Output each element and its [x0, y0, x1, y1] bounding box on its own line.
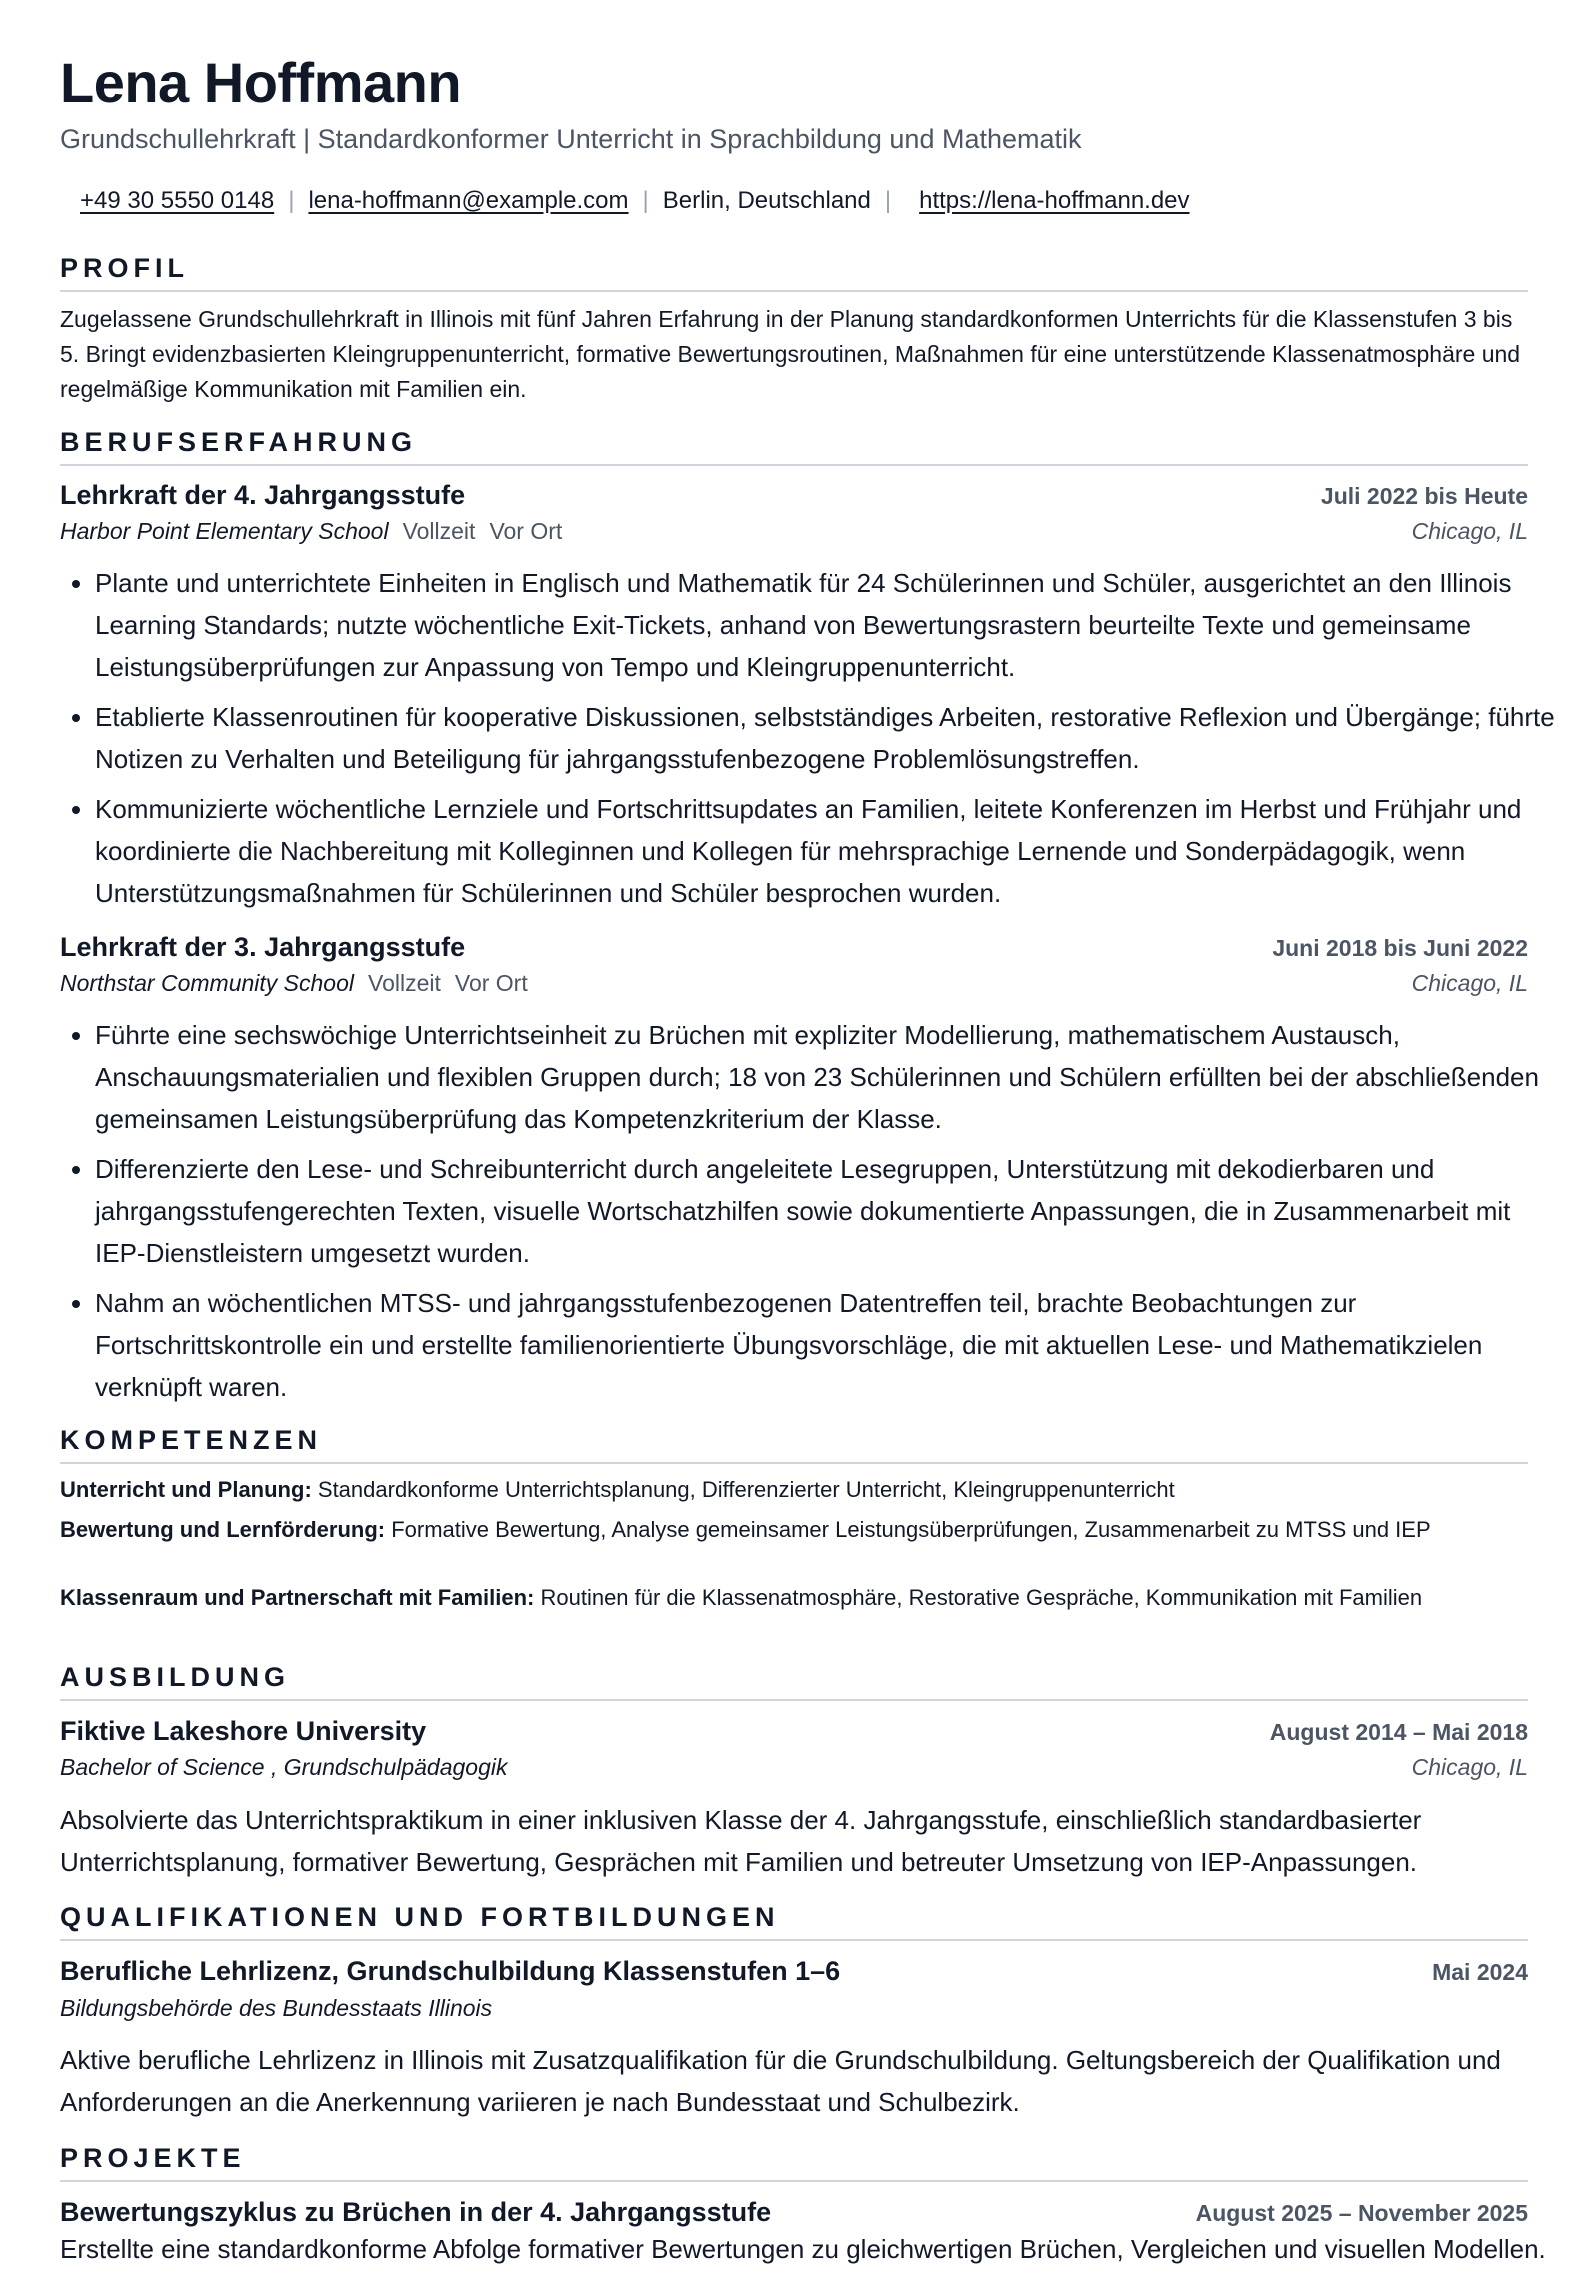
job-header [60, 932, 1528, 963]
list-item: • Etablierte Klassenroutinen für kooperative Diskussionen, selbstständiges Arbeiten, restorative Reflexion und Übergänge; führte Notizen zu Verhalten und Beteiligung für jahrgangsstufenbezogene Problemlösungstreffen. [95, 696, 1563, 780]
skill-label: Klassenraum und Partnerschaft mit Familien: [60, 1585, 535, 1610]
job-dates: Juli 2022 bis Heute [1320, 483, 1528, 509]
education-subheader [60, 1754, 1528, 1781]
list-item: • Differenzierte den Lese- und Schreibunterricht durch angeleitete Lesegruppen, Unterstützung mit dekodierbaren und jahrgangsstufengerechten Texten, visuelle Wortschatzhilfen sowie dokumentierte Anpassungen, die in Zusammenarbeit mit IEP-Dienstleistern umgesetzt wurden. [95, 1148, 1563, 1274]
project-dates: August 2025 – November 2025 [1195, 2200, 1528, 2226]
job-type: Vollzeit [368, 970, 441, 996]
education-text: Absolvierte das Unterrichtspraktikum in einer inklusiven Klasse der 4. Jahrgangsstufe, einschließlich standardbasierter Unterrichtsplanung, formativer Bewertung, Gesprächen mit Familien und betreuter Umsetzung von IEP-Anpassungen. [60, 1805, 1422, 1877]
job-location: Chicago, IL [1411, 518, 1528, 544]
profile-text: Zugelassene Grundschullehrkraft in Illinois mit fünf Jahren Erfahrung in der Planung standardkonformen Unterrichts für die Klassenstufen 3 bis 5. Bringt evidenzbasierten Kleingruppenunterricht, formative Bewertungsroutinen, Maßnahmen für eine unterstützende Klassenatmosphäre und regelmäßige Kommunikation mit Familien ein. [60, 306, 1521, 402]
qualification-date: Mai 2024 [1432, 1959, 1528, 1985]
project-text: Erstellte eine standardkonforme Abfolge formativer Bewertungen zu gleichwertigen Brüchen, Vergleichen und visuellen Modellen. [60, 2234, 1546, 2264]
section-title-projects: PROJEKTE [60, 2144, 1528, 2182]
job-title: Lehrkraft der 4. Jahrgangsstufe [60, 480, 466, 510]
section-title-profile: PROFIL [60, 254, 1528, 292]
qualification-header [60, 1956, 1528, 1987]
email-link[interactable]: lena-hoffmann@example.com [308, 187, 629, 214]
contact-separator: | [642, 187, 649, 214]
education-school: Fiktive Lakeshore University [60, 1716, 427, 1746]
skill-value: Standardkonforme Unterrichtsplanung, Differenzierter Unterricht, Kleingruppenunterricht [317, 1477, 1175, 1502]
education-dates: August 2014 – Mai 2018 [1269, 1719, 1528, 1745]
job-subheader [60, 518, 1528, 545]
skill-row [60, 1516, 1528, 1544]
section-title-skills: KOMPETENZEN [60, 1426, 1528, 1464]
skill-row [60, 1584, 1528, 1612]
list-item: • Nahm an wöchentlichen MTSS- und jahrgangsstufenbezogenen Datentreffen teil, brachte Beobachtungen zur Fortschrittskontrolle ein und erstellte familienorientierte Übungsvorschläge, die mit aktuellen Lese- und Mathematikzielen verknüpft waren. [95, 1282, 1563, 1408]
job-dates: Juni 2018 bis Juni 2022 [1272, 935, 1528, 961]
contact-separator: | [884, 187, 892, 214]
skill-value: Formative Bewertung, Analyse gemeinsamer Leistungsüberprüfungen, Zusammenarbeit zu MTSS und IEP [391, 1517, 1431, 1542]
contact-separator: | [288, 187, 295, 214]
qualification-name: Berufliche Lehrlizenz, Grundschulbildung Klassenstufen 1–6 [60, 1956, 841, 1986]
qualification-subheader [60, 1995, 1528, 2022]
project-name: Bewertungszyklus zu Brüchen in der 4. Jahrgangsstufe [60, 2197, 772, 2227]
skill-label: Bewertung und Lernförderung: [60, 1517, 386, 1542]
job-mode: Vor Ort [454, 970, 528, 996]
job-header [60, 480, 1528, 511]
qualification-text: Aktive berufliche Lehrlizenz in Illinois mit Zusatzqualifikation für die Grundschulbildung. Geltungsbereich der Qualifikation und Anforderungen an die Anerkennung variieren je nach Bundesstaat und Schulbezirk. [60, 2045, 1501, 2117]
section-title-qualifications: QUALIFIKATIONEN UND FORTBILDUNGEN [60, 1903, 1528, 1941]
candidate-name: Lena Hoffmann [60, 51, 462, 114]
education-header [60, 1716, 1528, 1747]
website-link[interactable]: https://lena-hoffmann.dev [919, 187, 1190, 214]
skill-value: Routinen für die Klassenatmosphäre, Restorative Gespräche, Kommunikation mit Familien [540, 1585, 1423, 1610]
list-item: • Kommunizierte wöchentliche Lernziele und Fortschrittsupdates an Familien, leitete Konferenzen im Herbst und Frühjahr und koordinierte die Nachbereitung mit Kolleginnen und Kollegen für mehrsprachige Lernende und Sonderpädagogik, wenn Unterstützungsmaßnahmen für Schülerinnen und Schüler besprochen wurden. [95, 788, 1563, 914]
section-title-experience: BERUFSERFAHRUNG [60, 428, 1528, 466]
section-title-education: AUSBILDUNG [60, 1663, 1528, 1701]
contact-line [80, 187, 1190, 215]
phone-link[interactable]: +49 30 5550 0148 [80, 187, 275, 214]
job-organization: Harbor Point Elementary School [60, 518, 389, 544]
qualification-issuer: Bildungsbehörde des Bundesstaats Illinois [60, 1995, 493, 2021]
list-item: • Plante und unterrichtete Einheiten in Englisch und Mathematik für 24 Schülerinnen und Schüler, ausgerichtet an den Illinois Learning Standards; nutzte wöchentliche Exit-Tickets, anhand von Bewertungsrastern beurteilte Texte und gemeinsame Leistungsüberprüfungen zur Anpassung von Tempo und Kleingruppenunterricht. [95, 562, 1563, 688]
job-bullets [60, 1014, 1563, 1416]
project-header [60, 2197, 1528, 2228]
job-location: Chicago, IL [1411, 970, 1528, 996]
list-item: • Führte eine sechswöchige Unterrichtseinheit zu Brüchen mit expliziter Modellierung, mathematischem Austausch, Anschauungsmaterialien und flexiblen Gruppen durch; 18 von 23 Schülerinnen und Schülern erfüllten bei der abschließenden gemeinsamen Leistungsüberprüfung das Kompetenzkriterium der Klasse. [95, 1014, 1563, 1140]
education-location: Chicago, IL [1411, 1754, 1528, 1780]
education-degree: Bachelor of Science , Grundschulpädagogik [60, 1754, 508, 1780]
job-subheader [60, 970, 1528, 997]
skill-row [60, 1476, 1528, 1504]
job-organization: Northstar Community School [60, 970, 354, 996]
job-type: Vollzeit [402, 518, 476, 544]
location-text: Berlin, Deutschland [662, 187, 871, 214]
job-title: Lehrkraft der 3. Jahrgangsstufe [60, 932, 466, 962]
job-bullets [60, 562, 1563, 922]
skill-label: Unterricht und Planung: [60, 1477, 312, 1502]
candidate-tagline: Grundschullehrkraft | Standardkonformer Unterricht in Sprachbildung und Mathematik [60, 124, 1082, 154]
job-mode: Vor Ort [489, 518, 563, 544]
